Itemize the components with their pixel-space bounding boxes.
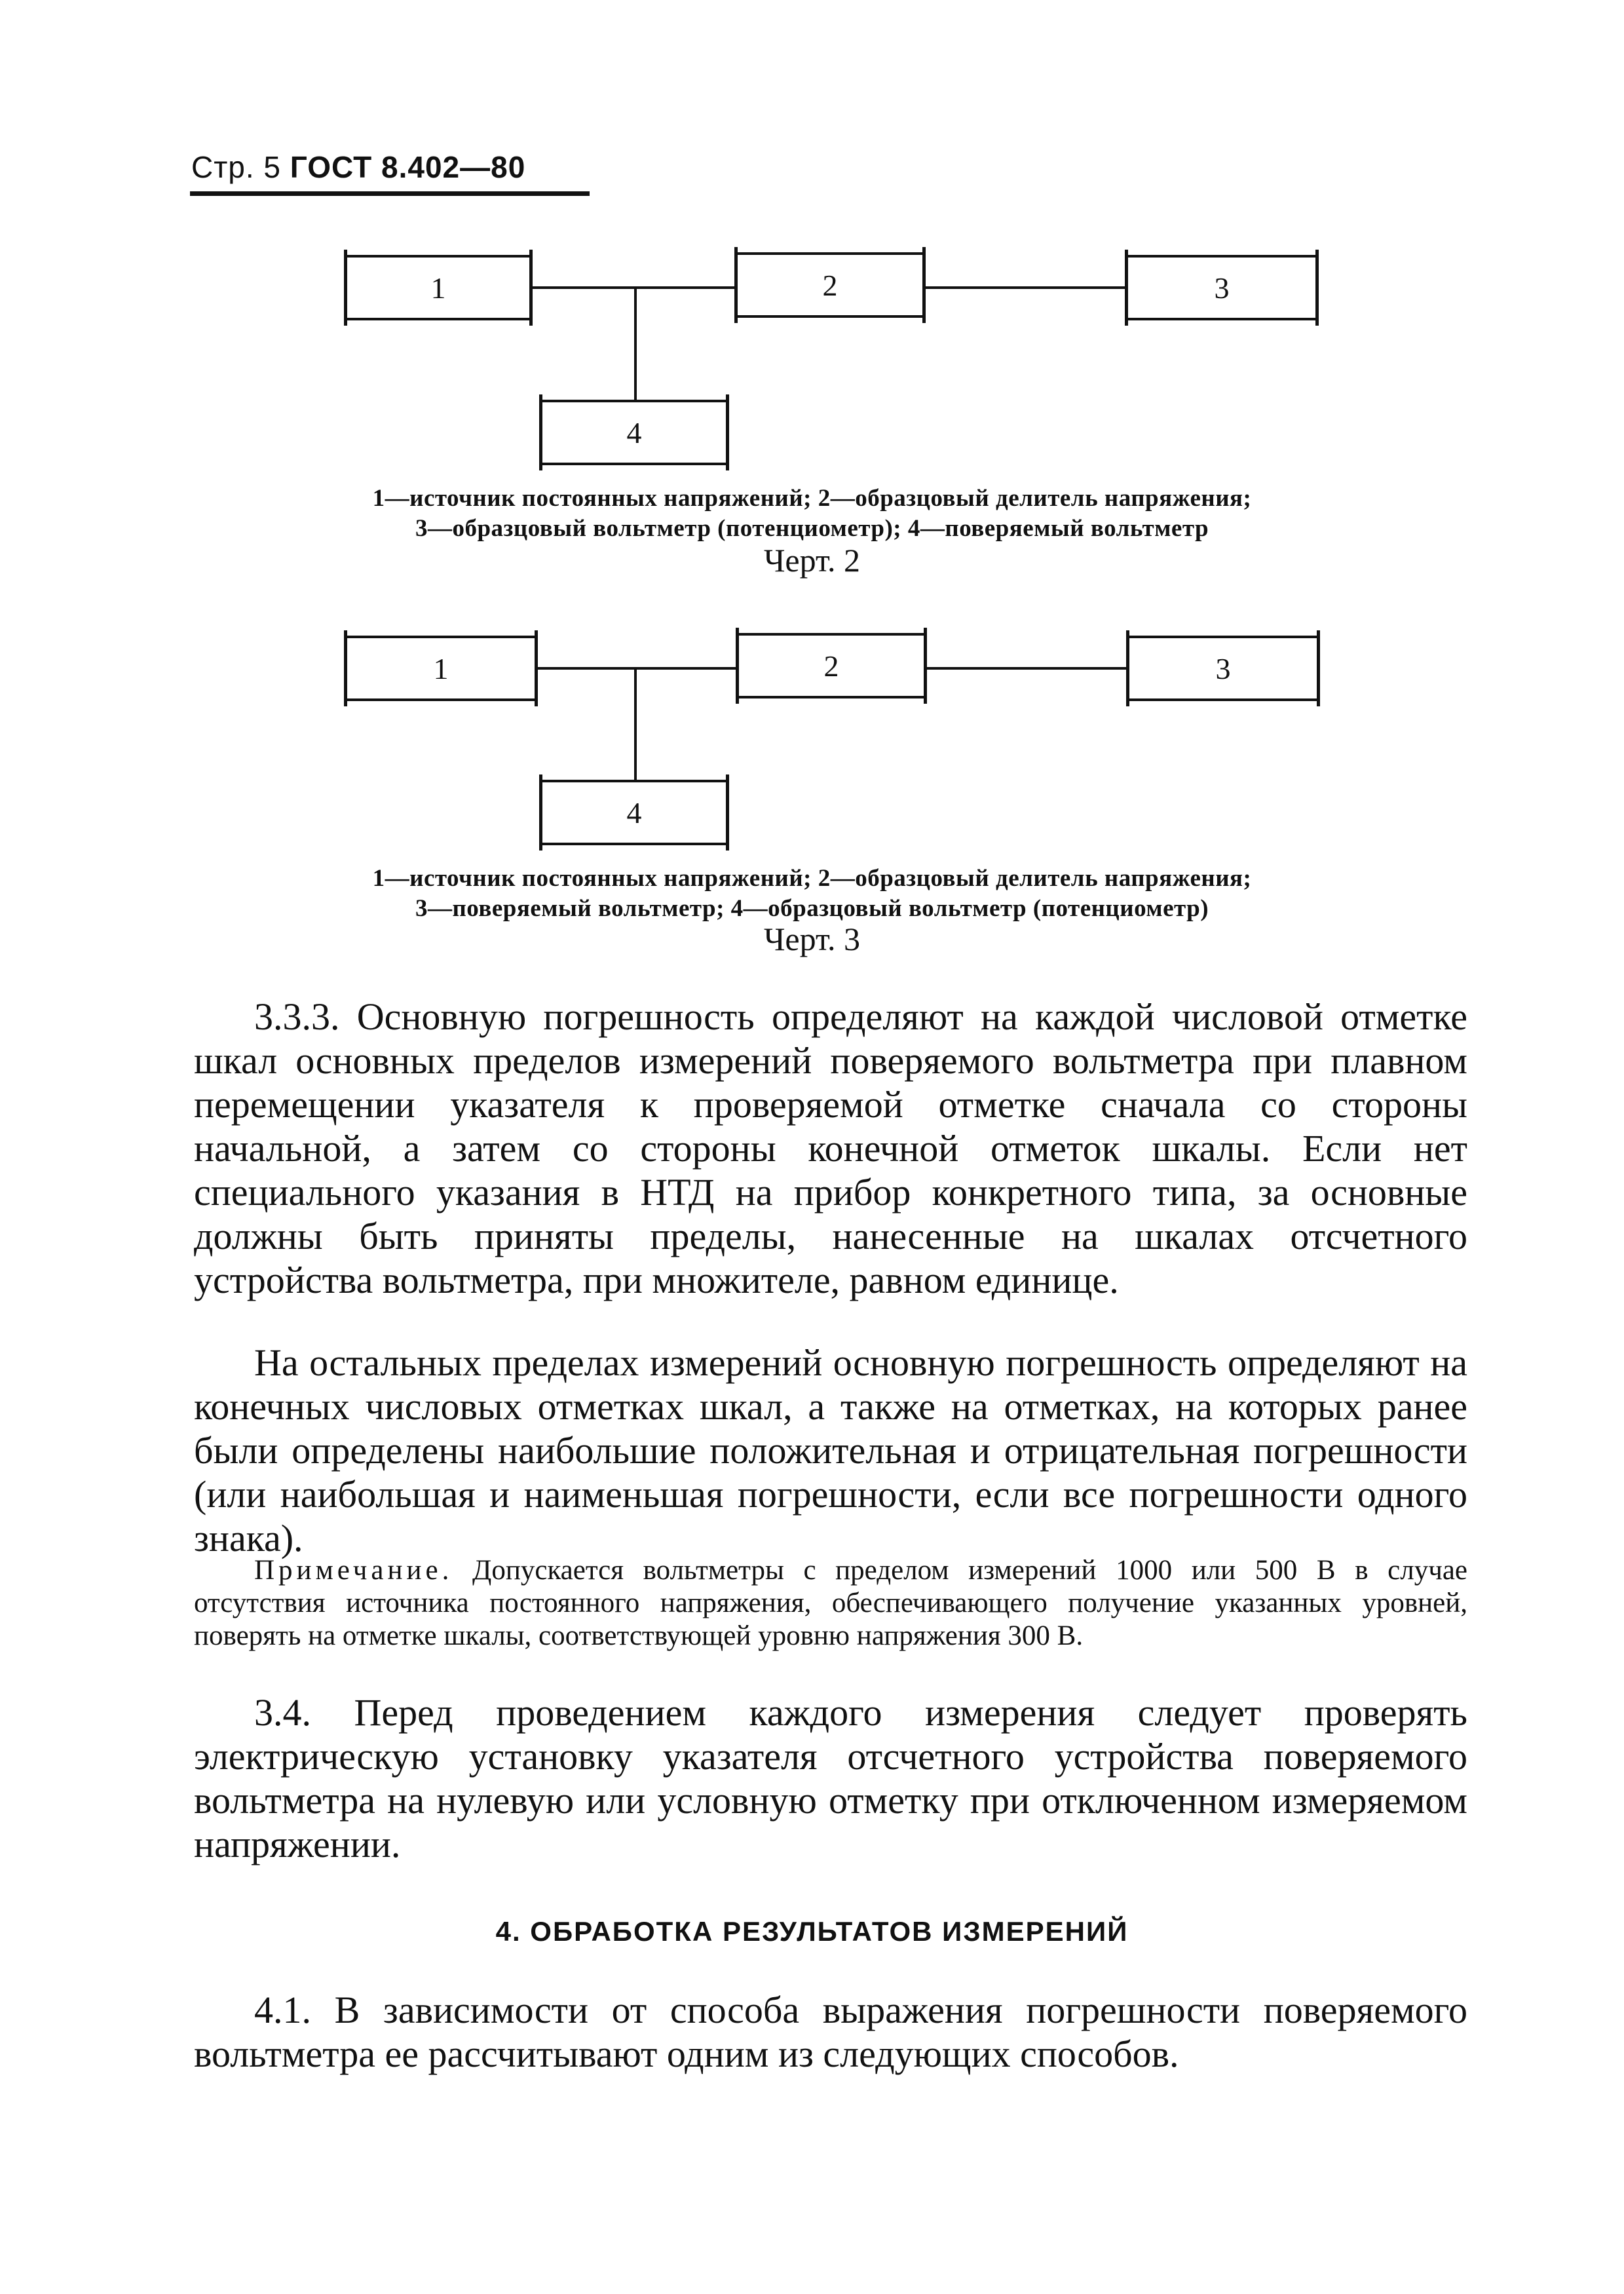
connector-2-3	[927, 667, 1126, 670]
block-4: 4	[539, 780, 729, 845]
paragraph-4-1: 4.1. В зависимости от способа выражения погрешности поверяемого вольтметра ее рассчитывают одним из следующих способов.	[194, 1989, 1467, 2075]
block-4: 4	[539, 400, 729, 465]
header-rule	[190, 191, 590, 196]
note-label: Примечание.	[254, 1555, 453, 1586]
connector-2-3	[926, 286, 1125, 289]
note	[194, 1554, 1467, 1653]
block-diagram-2	[0, 622, 1624, 898]
page-header	[191, 149, 525, 185]
block-3: 3	[1126, 636, 1320, 701]
paragraph-3-3-3: 3.3.3. Основную погрешность определяют на каждой числовой отметке шкал основных пределов измерений поверяемого вольтметра при плавном перемещении указателя к проверяемой отметке сначала со стороны начальной, а затем со стороны конечной отметок шкалы. Если нет специального указания в НТД на прибор конкретного типа, за основные должны быть приняты пределы, нанесенные на шкалах отсчетного устройства вольтметра, при множителе, равном единице.	[194, 995, 1467, 1301]
connector-1-2	[533, 286, 734, 289]
block-3: 3	[1125, 255, 1319, 320]
figure-3-label: Черт. 3	[763, 921, 861, 957]
block-1: 1	[344, 255, 533, 320]
connector-to-4	[634, 667, 637, 780]
figure-2-caption: 1—источник постоянных напряжений; 2—образцовый делитель напряжения; 3—образцовый вольтметр (потенциометр); 4—поверяемый вольтметр	[372, 485, 1252, 542]
block-2: 2	[736, 633, 927, 698]
block-2: 2	[734, 252, 926, 318]
connector-1-2	[538, 667, 736, 670]
section-4-title: 4. ОБРАБОТКА РЕЗУЛЬТАТОВ ИЗМЕРЕНИЙ	[495, 1916, 1129, 1947]
figure-2-label: Черт. 2	[763, 542, 861, 579]
connector-to-4	[634, 286, 637, 400]
block-1: 1	[344, 636, 538, 701]
paragraph-3-4: 3.4. Перед проведением каждого измерения следует проверять электрическую установку указателя отсчетного устройства поверяемого вольтметра на нулевую или условную отметку при отключенном измеряемом напряжении.	[194, 1691, 1467, 1865]
doc-code: ГОСТ 8.402—80	[290, 150, 526, 184]
figure-3-caption: 1—источник постоянных напряжений; 2—образцовый делитель напряжения; 3—поверяемый вольтметр; 4—образцовый вольтметр (потенциометр)	[372, 865, 1252, 922]
paragraph-3-3-3-continued: На остальных пределах измерений основную погрешность определяют на конечных числовых отметках шкал, а также на отметках, на которых ранее были определены наибольшие положительная и отрицательная погрешности (или наибольшая и наименьшая погрешности, если все погрешности одного знака).	[194, 1341, 1467, 1559]
note-text: Допускается вольтметры с пределом измерений 1000 или 500 В в случае отсутствия источника постоянного напряжения, обеспечивающего получение указанных уровней, поверять на отметке шкалы, соответствующей уровню напряжения 300 В.	[194, 1555, 1468, 1651]
page-number: Стр. 5	[191, 150, 282, 184]
block-diagram-1	[0, 242, 1624, 518]
